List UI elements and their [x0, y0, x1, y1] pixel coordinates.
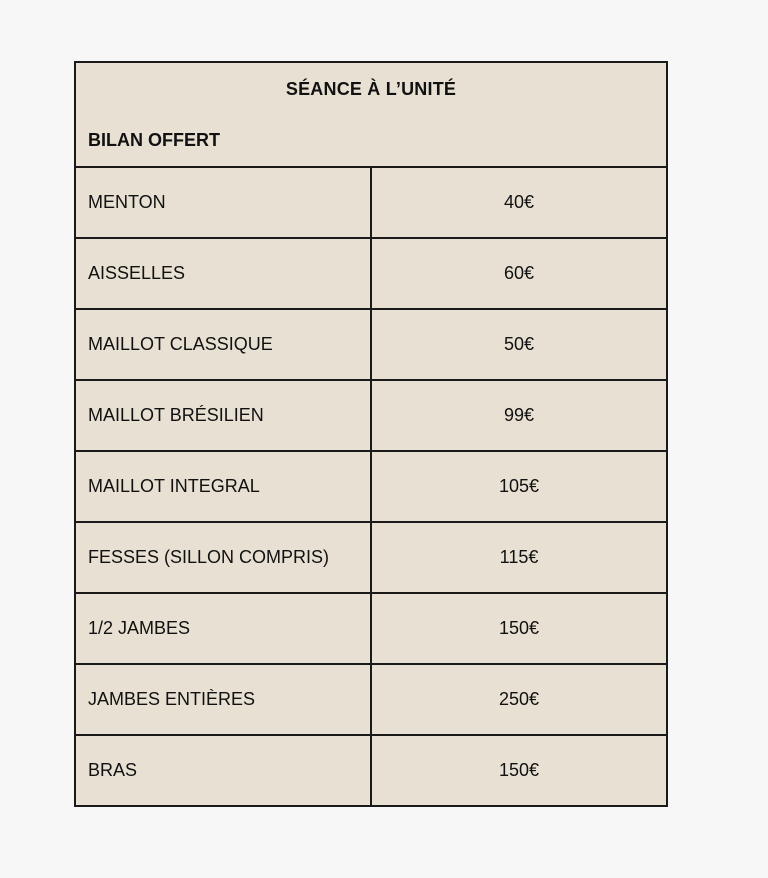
table-title: SÉANCE À L’UNITÉ: [285, 79, 457, 99]
table-row: [75, 238, 667, 309]
table-row: [75, 522, 667, 593]
service-price: 115€: [371, 522, 667, 593]
table-row: [75, 451, 667, 522]
table-header-cell: [75, 62, 667, 167]
service-label: MENTON: [75, 167, 371, 238]
service-price: 150€: [371, 735, 667, 806]
service-price: 150€: [371, 593, 667, 664]
service-label: BRAS: [75, 735, 371, 806]
service-label: FESSES (SILLON COMPRIS): [75, 522, 371, 593]
table-subtitle: BILAN OFFERT: [88, 130, 220, 150]
table-row: [75, 593, 667, 664]
table-row: [75, 664, 667, 735]
service-label: 1/2 JAMBES: [75, 593, 371, 664]
table-row: [75, 735, 667, 806]
price-table: [74, 61, 668, 807]
table-row: [75, 167, 667, 238]
service-label: MAILLOT CLASSIQUE: [75, 309, 371, 380]
service-price: 60€: [371, 238, 667, 309]
service-label: JAMBES ENTIÈRES: [75, 664, 371, 735]
service-label: AISSELLES: [75, 238, 371, 309]
service-price: 99€: [371, 380, 667, 451]
service-price: 40€: [371, 167, 667, 238]
service-label: MAILLOT BRÉSILIEN: [75, 380, 371, 451]
table-header-row: [75, 62, 667, 167]
table-row: [75, 380, 667, 451]
service-price: 105€: [371, 451, 667, 522]
table-row: [75, 309, 667, 380]
service-price: 250€: [371, 664, 667, 735]
service-price: 50€: [371, 309, 667, 380]
service-label: MAILLOT INTEGRAL: [75, 451, 371, 522]
